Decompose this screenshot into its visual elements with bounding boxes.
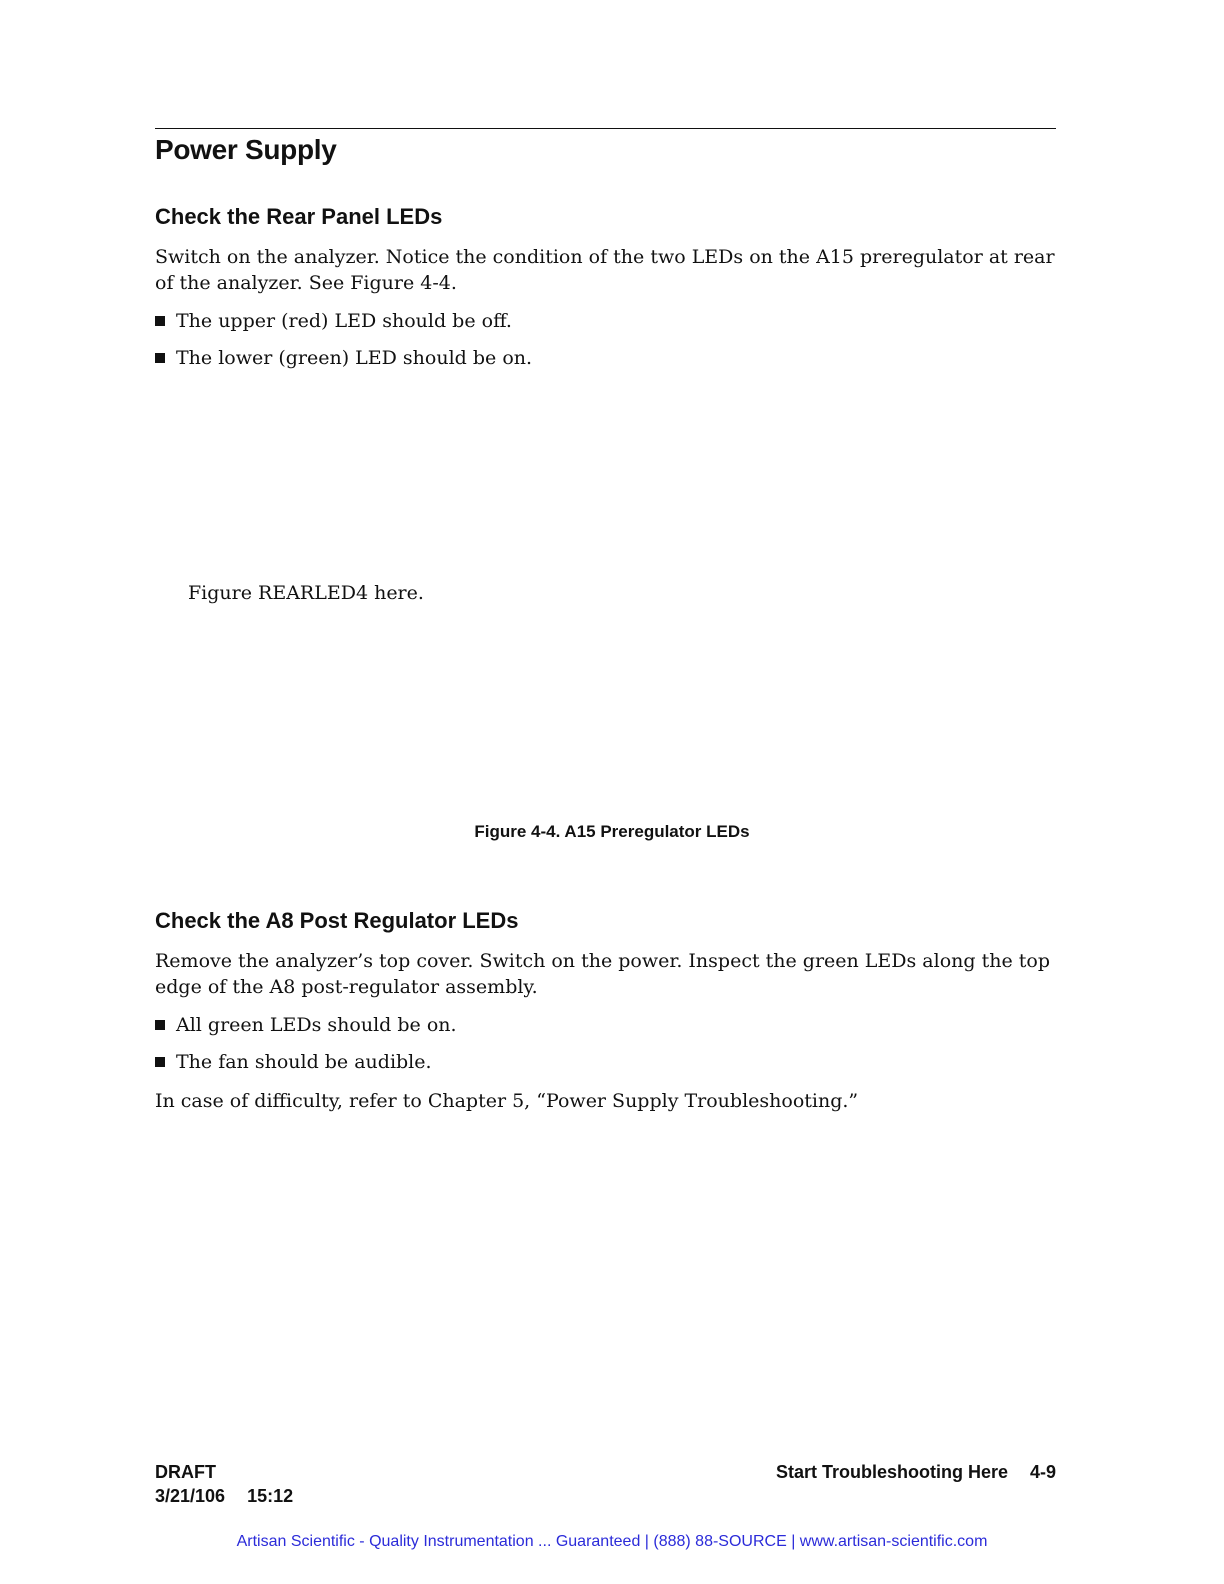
list-item <box>155 345 532 371</box>
bullet-square-icon <box>155 1020 165 1030</box>
bullet-square-icon <box>155 1057 165 1067</box>
header-rule <box>155 128 1056 129</box>
draft-date: 3/21/106 <box>155 1486 226 1506</box>
rear-panel-paragraph: Switch on the analyzer. Notice the condition of the two LEDs on the A15 preregulator at rear of the analyzer. See Figure 4-4. <box>155 246 1055 294</box>
bullet-square-icon <box>155 316 165 326</box>
page-number: 4-9 <box>1029 1462 1056 1482</box>
footer-page-info <box>776 1460 1056 1484</box>
list-item <box>155 1049 432 1075</box>
closing-paragraph: In case of difficulty, refer to Chapter 5, “Power Supply Troubleshooting.” <box>155 1090 859 1112</box>
figure-placeholder: Figure REARLED4 here. <box>188 582 424 604</box>
post-regulator-heading: Check the A8 Post Regulator LEDs <box>155 908 519 933</box>
list-item-text: The lower (green) LED should be on. <box>176 347 533 369</box>
list-item-text: All green LEDs should be on. <box>176 1014 457 1036</box>
artisan-banner-link[interactable]: Artisan Scientific - Quality Instrumentation ... Guaranteed | (888) 88-SOURCE | www.artisan-scientific.com <box>236 1533 988 1550</box>
bullet-square-icon <box>155 353 165 363</box>
draft-time: 15:12 <box>247 1486 294 1506</box>
post-regulator-paragraph: Remove the analyzer’s top cover. Switch on the power. Inspect the green LEDs along the top edge of the A8 post-regulator assembly. <box>155 950 1050 998</box>
list-item-text: The upper (red) LED should be off. <box>176 310 512 332</box>
list-item <box>155 308 512 334</box>
chapter-title: Start Troubleshooting Here <box>775 1462 1008 1482</box>
list-item-text: The fan should be audible. <box>176 1051 432 1073</box>
draft-label: DRAFT <box>155 1462 216 1482</box>
section-title: Power Supply <box>155 134 337 165</box>
draft-timestamp <box>155 1484 293 1508</box>
figure-caption: Figure 4-4. A15 Preregulator LEDs <box>474 822 750 841</box>
list-item <box>155 1012 457 1038</box>
footer-draft-info <box>155 1460 293 1508</box>
rear-panel-heading: Check the Rear Panel LEDs <box>155 204 443 229</box>
